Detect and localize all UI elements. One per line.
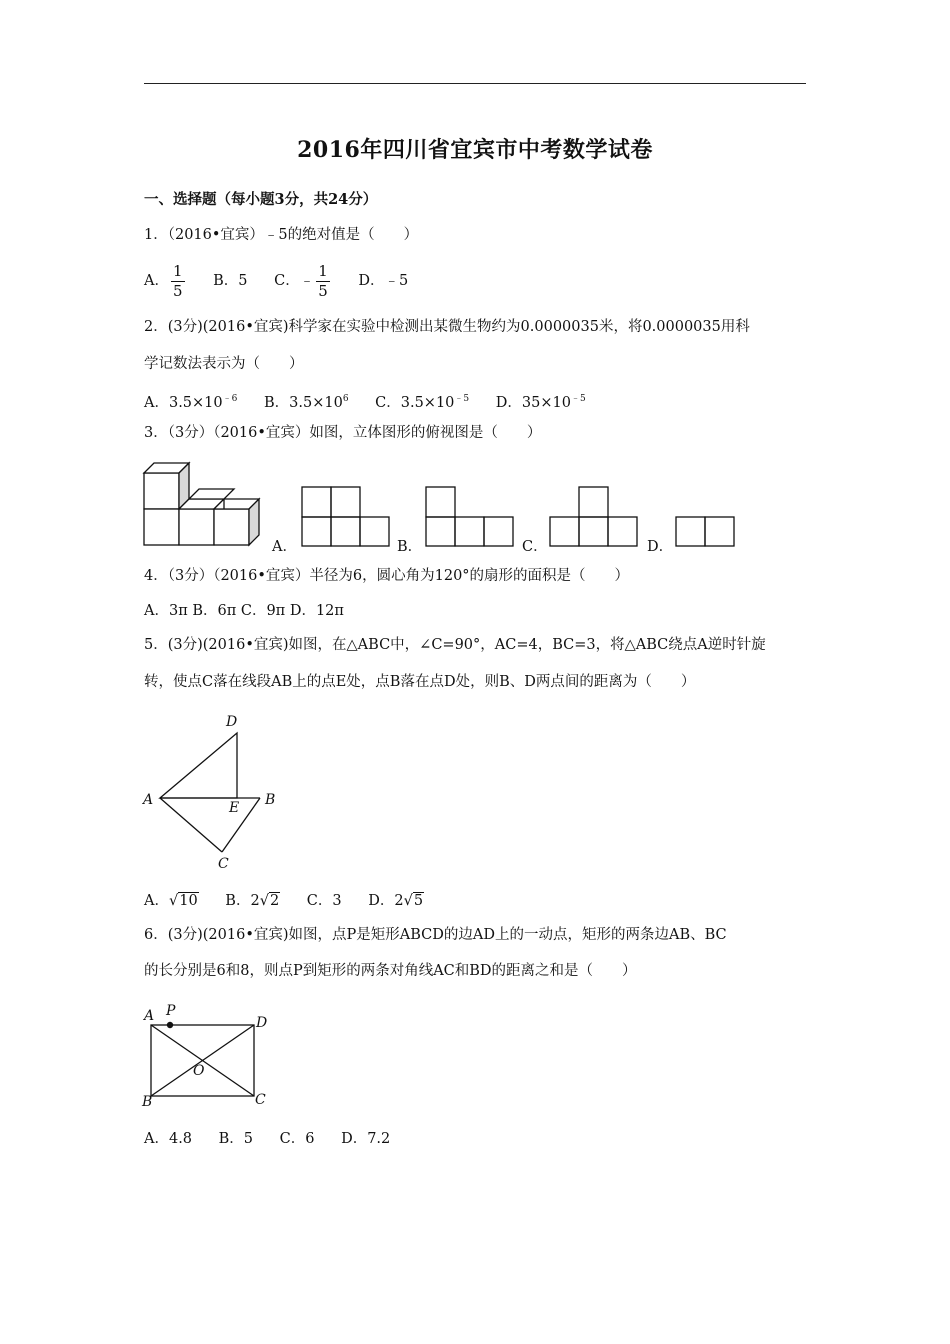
- q3-option-c-figure: [549, 486, 639, 548]
- label-c: C: [255, 1092, 266, 1108]
- q6-stem-line2: 的长分别是6和8，则点P到矩形的两条对角线AC和BD的距离之和是（ ）: [144, 963, 637, 979]
- q2-options: [144, 389, 608, 413]
- q2-stem-line1: 2．(3分)(2016•宜宾)科学家在实验中检测出某微生物约为0.0000035米，将0.0000035用科: [144, 319, 750, 335]
- label-d: D: [256, 1015, 268, 1031]
- q4-stem: 4．（3分）（2016•宜宾）半径为6，圆心角为120°的扇形的面积是（ ）: [144, 568, 630, 584]
- q5-option-a: A．√10: [144, 893, 198, 909]
- q2-option-b: B．$3.5\times 10^6$: [263, 394, 349, 411]
- q3-solid-figure: [142, 455, 267, 550]
- section-heading: 一、选择题（每小题3分，共24分）: [144, 191, 378, 208]
- q3-option-b-label: B．: [397, 539, 423, 555]
- q6-option-a: A．4.8: [144, 1131, 193, 1147]
- q5-option-d: D．2√5: [368, 893, 424, 909]
- q4-options: A．3π B．6π C．9π D．12π: [144, 603, 344, 619]
- q5-option-c: C．3: [306, 893, 342, 909]
- page-title: 2016年四川省宜宾市中考数学试卷: [297, 137, 653, 163]
- q1-option-d: D．﹣5: [358, 273, 409, 289]
- q5-stem-line1: 5．(3分)(2016•宜宾)如图，在△ABC中，∠C=90°，AC=4，BC=3，将△ABC绕点A逆时针旋: [144, 637, 766, 653]
- q3-option-b-figure: [425, 486, 515, 548]
- label-a: A: [143, 792, 154, 808]
- q2-option-c: C．$3.5\times 10^{﹣5}$: [375, 394, 470, 411]
- q5-stem-line2: 转，使点C落在线段AB上的点E处，点B落在点D处，则B、D两点间的距离为（ ）: [144, 674, 696, 690]
- header-rule: [144, 83, 806, 84]
- q6-stem-line1: 6．(3分)(2016•宜宾)如图，点P是矩形ABCD的边AD上的一动点，矩形的两条边AB、BC: [144, 927, 727, 943]
- label-p: P: [166, 1003, 176, 1019]
- q1-option-a: A． $\frac{1}{5}$: [144, 261, 183, 300]
- q2-option-d: D．$35\times 10^{﹣5}$: [495, 394, 586, 411]
- q5-options: [144, 890, 446, 912]
- q1-options: [144, 263, 430, 299]
- q3-option-c-label: C．: [522, 539, 548, 555]
- label-a: A: [144, 1008, 155, 1024]
- q5-option-b: B．2√2: [225, 893, 280, 909]
- q2-option-a: A．$3.5\times 10^{﹣6}$: [144, 394, 238, 411]
- q3-option-d-label: D．: [647, 539, 674, 555]
- label-b: B: [265, 792, 276, 808]
- label-c: C: [218, 856, 229, 872]
- label-b: B: [142, 1094, 153, 1110]
- fraction: $\frac{1}{5}$: [318, 261, 328, 300]
- q3-stem: 3．（3分）（2016•宜宾）如图，立体图形的俯视图是（ ）: [144, 425, 542, 441]
- q6-option-d: D．7.2: [341, 1131, 391, 1147]
- q3-option-a-figure: [301, 486, 391, 548]
- label-o: O: [193, 1063, 205, 1079]
- q1-stem: 1．（2016•宜宾）﹣5的绝对值是（ ）: [144, 227, 419, 243]
- q1-option-c: C．﹣ $\frac{1}{5}$: [274, 261, 328, 300]
- q2-stem-line2: 学记数法表示为（ ）: [144, 356, 304, 372]
- fraction: $\frac{1}{5}$: [172, 261, 183, 300]
- label-d: D: [226, 714, 238, 730]
- q6-option-c: C．6: [279, 1131, 315, 1147]
- q6-rectangle-figure: [140, 1000, 275, 1110]
- point-p: [167, 1022, 173, 1028]
- label-e: E: [229, 800, 240, 816]
- q6-option-b: B．5: [218, 1131, 254, 1147]
- q6-options: [144, 1129, 412, 1149]
- q3-option-d-figure: [675, 516, 737, 548]
- q3-option-a-label: A．: [272, 539, 297, 555]
- q5-triangle-figure: [140, 708, 290, 873]
- q1-option-b: B．5: [213, 273, 248, 289]
